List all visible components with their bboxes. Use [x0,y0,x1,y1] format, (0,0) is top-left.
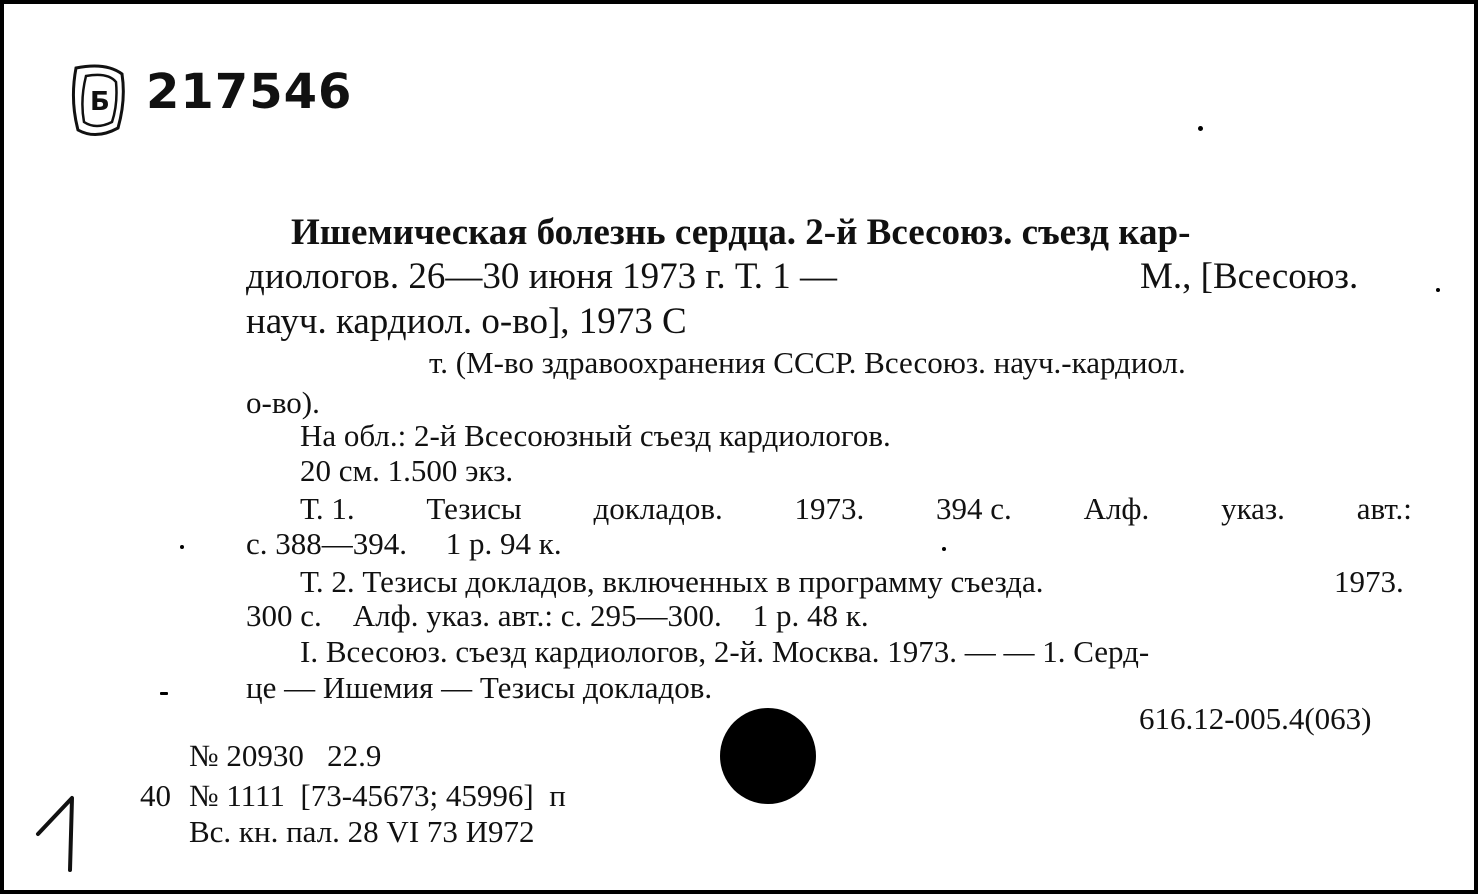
vol1-part: 1973. [794,491,865,526]
tracing-line-1: I. Всесоюз. съезд кардиологов, 2-й. Москва. 1973. — — 1. Серд- [300,634,1150,669]
scan-speck [180,545,184,549]
vol1-part: указ. [1221,491,1285,526]
inventory-number: 217546 [146,64,353,120]
size-copies: 20 см. 1.500 экз. [300,453,514,488]
title-line-3: науч. кардиол. о-во], 1973 С [246,301,687,342]
vol1-part: докладов. [593,491,723,526]
volume-2-continuation: 300 с. Алф. указ. авт.: с. 295—300. 1 р. 48 к. [246,598,869,633]
series-continuation: о-во). [246,385,320,420]
series-line: т. (М-во здравоохранения СССР. Всесоюз. науч.-кардиол. [429,345,1186,380]
tracing-line-2: це — Ишемия — Тезисы докладов. [246,670,713,705]
title-line-1: Ишемическая болезнь сердца. 2-й Всесоюз. съезд кар- [291,212,1191,253]
punch-hole [720,708,816,804]
footer-line-3: Вс. кн. пал. 28 VI 73 И972 [189,814,535,849]
vol1-part: Алф. [1083,491,1150,526]
handwritten-mark-icon [32,794,82,874]
footer-line-2-prefix: 40 [140,778,171,813]
volume-2-year: 1973. [1334,564,1404,599]
title-line-2: диологов. 26—30 июня 1973 г. Т. 1 — [246,256,837,297]
vol1-part: авт.: [1356,491,1412,526]
volume-2-line: Т. 2. Тезисы докладов, включенных в программу съезда. [300,564,1044,599]
vol1-part: 394 с. [936,491,1012,526]
scan-speck [1436,288,1440,292]
footer-line-1: № 20930 22.9 [189,738,382,773]
publisher-place: М., [Всесоюз. [1140,256,1359,297]
scan-speck [160,692,168,695]
scan-speck [1198,126,1203,131]
library-stamp-icon [66,60,130,140]
svg-text:Б: Б [90,87,110,117]
vol1-part: Тезисы [426,491,522,526]
vol1-part: Т. 1. [300,491,355,526]
footer-line-2: № 1111 [73-45673; 45996] п [189,778,566,813]
volume-1-continuation: с. 388—394. 1 р. 94 к. [246,526,562,561]
volume-1-line [300,491,1412,527]
scan-speck [942,547,946,551]
udc-classification: 616.12-005.4(063) [1139,701,1372,736]
cover-note: На обл.: 2-й Всесоюзный съезд кардиологов. [300,418,891,453]
